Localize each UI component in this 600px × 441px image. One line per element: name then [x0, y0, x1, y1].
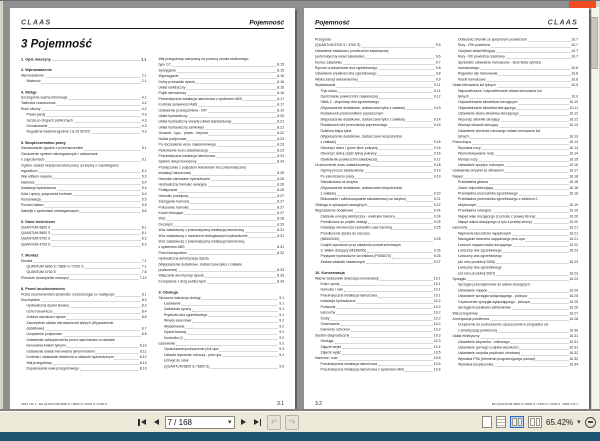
previous-view-button[interactable]	[267, 415, 281, 430]
last-page-button[interactable]	[252, 417, 264, 428]
toc-entry: Ustawienie zabezpieczenia przed najechaniem w układzie	[26, 338, 116, 342]
page-footer	[21, 401, 284, 407]
toc-entry: Ważność 2.1	[26, 79, 147, 84]
document-page-left	[10, 8, 295, 411]
toc-entry: Poziom hałasu 5.5	[21, 203, 147, 208]
toc-entry: Czyszczenie sprzęgła wyłączającego - pickupa 10.25	[458, 300, 578, 304]
toc-entry: QUANTUM 5800 S 6.1	[21, 231, 147, 235]
toc-entry: Zajęcie wyjść 10.5	[320, 350, 441, 355]
toc-entry: Obsługa w sytuacjach awaryjnych 9.22	[315, 203, 441, 207]
toc-entry: Ustawianie napędu 10.24	[458, 288, 578, 293]
toc-entry: Hamulce 5.4	[21, 180, 147, 185]
toc-entry: Kontrolka (!) 9.2	[164, 336, 284, 340]
toc-entry: Uchwyt do rolek	[164, 359, 189, 363]
toc-entry: Rury - filtr powietrza rozebrany 10.7	[458, 55, 578, 59]
toc-entry: Instalacja hydrauliczna 10.2	[320, 299, 441, 304]
toc-entry: Ogólny proces załadunkowy 9.19	[320, 169, 441, 173]
zoom-dropdown-icon[interactable]: ▾	[577, 419, 581, 426]
toc-entry: QUANTUM 5700 S 6.3	[21, 237, 147, 241]
toc-entry: Ustawienie prędkości dna zgrzebłowego 9.8	[315, 72, 441, 76]
footer-page-number: 3.2	[315, 401, 322, 407]
toc-entry: Standardowa oś skrętna	[320, 180, 358, 185]
toc-entry: Ustawianie górnego czujnika wysokości 10.31	[458, 345, 578, 350]
background-window-fragment	[569, 1, 596, 8]
two-page-continuous-layout-button[interactable]	[528, 416, 542, 428]
toc-entry: Podwozie 10.2	[320, 305, 441, 309]
toc-entry: o zagrożeniach 5.1	[21, 158, 147, 162]
toc-entry: Sprzęganie 8.15	[158, 68, 284, 73]
toc-entry: Wtyka żaluzji dwuramiennej 9.9	[315, 77, 441, 82]
toc-entry: Wsunąć siłownik sterujący 10.13	[458, 123, 578, 128]
toc-entry: Śruby 10.2	[320, 316, 441, 321]
toc-entry: Łańcuchy 10.21	[452, 226, 578, 230]
toc-entry: Układ kierowania kół tylnych 10.9	[452, 83, 578, 88]
toc-entry: Pneumatyczna instalacja hamulcowa 10.1	[320, 293, 441, 298]
toc-entry: Hydrauliczny dyszel łamany 8.3	[26, 304, 147, 308]
toc-entry: Instalacja sterownicza hydrauliki Load Sensing 9.25	[320, 226, 441, 230]
toc-entry: Wał przegubowy zamykany za pomocą zamka stożkowego	[158, 57, 249, 61]
toc-entry: Wnęka zaworowa 9.2	[164, 319, 284, 323]
toc-entry: Wysunąć siłownik sterujący 10.12	[458, 117, 578, 122]
toc-entry: Wprowadzenie 2.1	[21, 73, 147, 78]
toc-entry: Ustawienie skoku siłownika sterującego 10.12	[458, 112, 578, 116]
toc-heading: 5. Bezpieczeństwo pracy	[21, 140, 66, 145]
toc-entry: QUANTUM 6800 S / 5800 S / 5700 S 7.1	[26, 265, 147, 269]
next-view-button[interactable]	[285, 415, 299, 430]
toc-entry: Ustawienia skrzynki ze ślimakami 10.17	[452, 169, 578, 173]
toc-entry: Zajęcie wejść 10.4	[320, 345, 441, 349]
toc-heading: 10. Konserwacja	[315, 270, 345, 276]
toc-entry: dodatkowe) 8.7	[26, 327, 147, 331]
toc-entry: Sprzęgło krzyżakowo-zabierakowe 10.26	[458, 306, 578, 310]
toc-entry: z zakładu) 9.20	[320, 191, 441, 196]
toc-entry: Rury - Filtr powietrza 10.7	[458, 43, 578, 48]
page-number-value: 7 / 168	[167, 417, 192, 427]
toc-entry: Montaż noży 10.15	[458, 157, 578, 162]
toc-heading: 9. Obsługa	[158, 290, 178, 295]
toc-entry: Dyszel łamany 9.2	[164, 330, 284, 335]
toc-entry: Przekładnia przenośnika zgrzebłowego 10.18	[458, 191, 578, 196]
toc-entry: (Wyposażenie dodatkowe, dostarczane tylko z zakładu) 9.14	[320, 117, 441, 122]
first-page-button[interactable]	[136, 417, 148, 428]
zoom-out-icon[interactable]	[585, 417, 596, 428]
toc-heading: 6. Dane techniczne	[21, 219, 56, 225]
toc-entry: (Wyposażenie dodatkowe, dostarczane tylko z zakładu	[158, 262, 243, 267]
toc-entry: System diagnostyczny 10.3	[315, 333, 441, 338]
toc-entry: Ładowanie 9.1	[164, 302, 284, 306]
toc-column	[453, 37, 579, 373]
toc-entry: Dolny prowadnik dyszla 8.16	[158, 80, 284, 84]
toc-entry: Podłączanie 8.26	[158, 188, 284, 193]
toc-entry: Włączanie amortyzacji dyszla 8.33	[158, 274, 284, 278]
toc-entry: Ważne wskazówki dotyczące konserwacji 10.1	[315, 276, 441, 281]
toc-entry: Ustawienie załadunku, powierzchni załadowczej	[315, 49, 389, 53]
toc-entry: Układ hydrauliczny 8.20	[158, 114, 284, 119]
toc-entry: Pulpit sterowniczy 8.16	[158, 91, 284, 96]
toc-entry: Odwodnić zbiornik ze sprężonym powietrzem 10.7	[458, 38, 578, 42]
toc-entry: Hamulce i osie 10.1	[320, 288, 441, 292]
toc-entry: Sprzęgło 10.24	[452, 277, 578, 282]
toc-entry: Rozładunek przenośnikiem poprzecznym	[320, 112, 384, 116]
toc-entry: Przedłużenie dyszla do zaczepu	[320, 231, 370, 236]
toc-entry: Pneumatyczna instalacja hamulcowa z systemem ABS 8.17	[158, 97, 284, 101]
toc-entry: instalacji hamulcowej 8.25	[158, 171, 284, 176]
next-page-button[interactable]	[239, 417, 248, 427]
toc-entry: Łańcuchy dna zgrzebłowego 10.23	[458, 249, 578, 253]
toc-entry: Hamulce i osie 10.5	[315, 356, 441, 361]
toc-entry: Ładowanie 9.3	[158, 341, 284, 346]
vertical-scrollbar[interactable]	[592, 7, 599, 410]
claas-logo: CLAAS	[21, 18, 52, 26]
toc-entry: Prawo jazdy 4.3	[26, 113, 147, 117]
toc-entry: Gniazdo - typu - power - beyond 8.22	[158, 131, 284, 136]
first-page-icon	[138, 419, 140, 426]
toc-entry: Przekładnia główna 10.18	[458, 180, 578, 185]
toc-entry: Załadunek ręczny 9.1	[164, 307, 284, 312]
toc-entry: (od roku produkcji 2007) 10.23	[458, 271, 578, 276]
toc-entry: Doczepianie 8.3	[21, 298, 147, 303]
toc-entry: Napinanie łańcuchów napędowych 10.21	[458, 231, 578, 236]
continuous-layout-button[interactable]	[496, 416, 506, 428]
toc-entry: Pierwsze doczepienie maszyny 7.10	[21, 276, 147, 280]
toc-entry: Napęd walca dozującego (z tyłu z prawej strony) 10.20	[458, 220, 578, 224]
toc-entry: (automatyczny układ załadunku) 9.6	[315, 55, 441, 59]
toc-entry: (Wyposażenie dodatkowe, dostarczane tylko z zakładu) 9.13	[320, 106, 441, 110]
toc-entry: Sprawdzić ustawienie hamulcowe - skok tłoka cylindra	[458, 60, 541, 65]
toc-entry: Wóz załadowczy z pneumatyczną instalacją hamulcową 8.31	[158, 228, 284, 233]
toc-entry: Wyładowanie 9.11	[315, 83, 441, 88]
toc-entry: Wyładowanie 9.2	[164, 324, 284, 329]
toc-entry: Dopasowanie wału przegubowego 8.13	[26, 366, 147, 371]
toc-entry: Klocki blokujące 8.27	[158, 211, 284, 215]
toc-heading: 1. Opis maszyny 1.1	[21, 57, 147, 62]
scrollbar-thumb[interactable]	[591, 17, 598, 69]
page-navigation-group	[136, 415, 299, 429]
toc-column	[21, 57, 147, 372]
toc-entry: Wyposażenie dodatkowe 9.24	[315, 209, 441, 213]
toc-entry: Wymontowywanie noży 10.14	[458, 152, 578, 156]
toc-entry: Praca tnąca 10.14	[452, 140, 578, 145]
toc-entry: tylnych 10.13	[458, 134, 578, 139]
toc-entry: Smarowanie 10.2	[320, 322, 441, 326]
toc-entry: Uruchomienie wozu załadunkowego 9.18	[315, 163, 441, 167]
toc-entry: Kontrola sprawności ABS 8.17	[158, 103, 284, 107]
toc-entry: Pneumatyczna instalacja hamulcowa 8.24	[158, 154, 284, 158]
toc-entry: (Wyposażenie dodatkowe, dostarczane bezpośrednio	[320, 186, 403, 190]
toc-entry: Łańcuchy dna zgrzebłowego	[458, 254, 502, 259]
toc-entry: Przedłużacz do pulpitu obsługi 9.25	[320, 220, 441, 224]
toc-entry: Oznaczenie symboli ostrzegawczych i wskazówek	[21, 152, 98, 156]
footer-doc-ref: BA QUANTUM 6800 S / 5800 S / 5700 S / 4700 S - 0294 711.1	[491, 402, 578, 406]
toc-entry: Przed uruchomieniem sprawdzić i przestrzegać co następuje! 8.1	[21, 292, 147, 297]
toc-entry: Hamulec postojowy 8.27	[158, 194, 284, 198]
toc-entry: Hydrauliczna amortyzacja dyszla	[158, 257, 209, 261]
chapter-title: 3 Pojemność	[21, 37, 92, 50]
toc-entry: Wóz załadowczy z pneumatyczną instalacją hamulcową,	[158, 240, 245, 244]
toc-heading: 4. Wstęp	[21, 89, 37, 95]
toc-entry: Amortyzacja powietrzna 10.28	[452, 317, 578, 321]
toc-entry: Napowietrzanie i odpowietrzanie układu kierowania kół	[458, 89, 542, 93]
toc-entry: Przed transportem 8.32	[158, 251, 284, 255]
toc-entry: Przegroda	[315, 38, 331, 42]
toc-entry: wypadkom 5.2	[21, 169, 147, 173]
toc-entry: (do roku produkcji 2006) 10.23	[458, 260, 578, 264]
toc-entry: Koła i opony, połączenia śrubowe 5.4	[21, 192, 147, 196]
header-rule	[315, 28, 578, 29]
toc-entry: Hydrauliczny hamulec awaryjny 8.26	[158, 182, 284, 187]
toc-entry: Zmiana wysokości dyszla 8.6	[26, 315, 147, 320]
toc-entry: Oświetlenie powierzchni załadowczej 9.17	[320, 157, 441, 162]
toc-entry: Opróżnianie powierzchni załadowczej 9.12	[320, 95, 441, 99]
toc-entry: Obsługa 10.3	[320, 339, 441, 344]
page-footer	[315, 401, 578, 407]
next-view-icon: ↷	[288, 417, 296, 427]
toc-entry: Tryb silosu 9.11	[320, 89, 441, 93]
toc-entry: tylnych 10.9	[458, 95, 578, 99]
toc-entry: Nóżka podporowa 8.23	[158, 137, 284, 141]
toc-entry: QUANTUM 6800 S 6.1	[21, 225, 147, 230]
toc-entry: (M816S010) 9.25	[320, 237, 441, 242]
toc-entry: Naciąganie łańcucha napędowego pick-upa 10.21	[458, 237, 578, 242]
toc-entry: Wymiana bezpiecznika 10.34	[458, 363, 578, 367]
toc-entry: Napęd wału dozującego (z przodu z prawej strony) 10.20	[458, 214, 578, 219]
toc-entry: Koła i opony 10.1	[320, 282, 441, 287]
toc-entry: Łańcuch napędu walca dozującego 10.22	[458, 243, 578, 247]
page-number-input[interactable]	[165, 416, 235, 429]
toc-entry: Konserwacja 5.5	[21, 197, 147, 202]
toc-entry: Przyłącze hydrauliczne do traktora (PG56070) 9.26	[320, 254, 441, 259]
toc-entry: (Wyposażenie dodatkowe, dostarczane bezpośrednio	[320, 134, 403, 139]
toc-entry: Ustawienie przełączników - DIP 8.19	[158, 108, 284, 113]
previous-view-icon: ↶	[270, 417, 278, 427]
toc-entry: Zestaw wkładek nasadowych 9.27	[320, 260, 441, 264]
toc-entry: Sprzęgło przeciążeniowe do wałów dozujących -	[458, 283, 532, 287]
toc-entry: Zaczepienie układu kierowania kół tylnych (Wyposażenie	[26, 321, 114, 325]
toc-entry: QUANTUM 4700 S 6.3	[21, 242, 147, 247]
toc-entry: Regulator siły hamowania 10.8	[458, 72, 578, 76]
toc-entry: Układ hydrauliczny otwarty (układ standardowy) 8.21	[158, 120, 284, 124]
toc-entry: (QUANTUM 6800 S / 5800 S) 9.5	[164, 364, 284, 369]
toc-entry: Klocki hamulcowe 10.8	[458, 77, 578, 82]
toc-entry: Oczyścić wkład filtrujący 10.7	[458, 49, 578, 53]
toc-entry: Napęd 10.18	[452, 174, 578, 179]
toc-heading: 2. Wprowadzenie	[21, 67, 52, 73]
toc-entry: Czujnik wysokości przy załadunku powierzchniowym	[320, 243, 401, 247]
toc-entry: Poluzować hamulec 8.27	[158, 205, 284, 210]
toc-entry: Układ elektryczny 8.16	[158, 86, 284, 90]
two-page-layout-button[interactable]	[510, 416, 524, 428]
toc-entry: Tabliczka znamionowa 4.2	[21, 101, 147, 106]
toc-entry: Montaż 7.1	[21, 259, 147, 263]
toc-entry: Instalacja hydrauliczna 5.4	[21, 186, 147, 191]
toc-entry: Naklejki z symbolami ostrzegawczymi 5.6	[21, 209, 147, 213]
toc-entry: Odpowietrzanie siłownika sterującego 10.11	[458, 106, 578, 110]
toc-entry: Rozładunek bez przenośnika poprzecznego 9.15	[320, 123, 441, 128]
toc-entry: Wymiana noży 10.14	[458, 146, 578, 150]
chevron-down-icon[interactable]: ▾	[227, 418, 232, 426]
document-page-right	[304, 8, 589, 411]
toc-entry: hamulcowego 10.8	[458, 66, 578, 71]
toc-entry: Oznakowanie 4.3	[26, 124, 147, 129]
toc-entry: Otworzyć dolną część tylnej pokrywy 9.16	[320, 152, 441, 156]
toc-entry: stopniowym 10.19	[458, 203, 578, 207]
toc-entry: Zasilanie energią elektryczną - elektryka traktora 9.24	[320, 214, 441, 219]
toc-entry: Korzystanie z dróg publicznych 8.34	[158, 279, 284, 284]
toc-entry: Ustawienie włącznika - rolkowego 10.31	[458, 340, 578, 344]
toc-entry: Elementy ochronne 10.2	[320, 328, 441, 332]
toc-entry: Ustawianie sprzęgła wyłączającego - pickupa 10.25	[458, 294, 578, 299]
toc-entry: Pneumatyczna instalacja hamulcowa 10.6	[320, 362, 441, 366]
toc-heading: 8. Przed uruchomieniem	[21, 286, 65, 292]
toc-entry: Jazda po drogach publicznych 4.3	[26, 118, 147, 123]
toc-entry: Opuszczanie/podnoszenie pick-upa 9.3	[164, 347, 284, 352]
toc-entry: Przekładnia rotacyjna 10.19	[458, 209, 578, 213]
toc-entry: Doczepić 8.29	[158, 222, 284, 227]
toc-entry: Ustawienie ciśnienia roboczego układu kierowania kół	[458, 129, 541, 133]
toc-entry: Skrócona instrukcja obsługi 9.1	[158, 296, 284, 300]
toc-entry: Ogólne zasady bezpieczeństwa pracy i przepisy o zapobieganiu	[21, 163, 119, 168]
toc-entry: Zawór odpowietrzający 10.18	[458, 186, 578, 190]
toc-entry: Przekładnia przenośnika zgrzebłowego z silnikiem 2 -	[458, 197, 540, 202]
toc-entry: Prędkość dna zgrzebłowego 9.1	[164, 313, 284, 317]
page-header	[315, 15, 578, 26]
toc-entry: kierowania kołami tylnymi 8.10	[26, 344, 147, 348]
viewer-toolbar	[0, 411, 600, 432]
toc-entry: Wał przegubowy 8.13	[26, 361, 147, 365]
toc-entry: Odpowietrzanie siłowników kierujących 10.10	[458, 100, 578, 105]
toc-entry: Zastosowanie zgodne z przeznaczeniem 5.1	[21, 146, 147, 151]
toc-entry: (QUANTUM 5700 S / 4700 S) 9.5	[315, 43, 441, 48]
toc-entry: Ręczne uruchamianie dna zgrzebłowego 9.8	[315, 66, 441, 71]
toc-column	[159, 57, 285, 372]
toc-entry: Ucho holownicze 8.4	[26, 309, 147, 314]
toc-entry: z systemem ABS 8.31	[158, 245, 284, 250]
toc-entry: z zakładu) 9.16	[320, 140, 441, 145]
toc-entry: QUANTUM 4700 S 7.8	[26, 270, 147, 275]
toc-entry: producenta) 8.33	[158, 268, 284, 273]
view-controls-group	[482, 415, 600, 429]
toc-entry: Łańcuchy dna zgrzebłowego	[458, 266, 502, 270]
toc-entry: Po doczepieniu wozu załadunkowego 8.23	[158, 143, 284, 147]
toc-entry: Blokowanie i odblokowywanie standardowej osi skrętnej 9.21	[320, 197, 441, 202]
toc-entry: Kontrola i ustawianie dławienia w układzie hydraulicznym 8.12	[26, 355, 147, 360]
toc-column	[315, 37, 441, 373]
toc-entry: Hamulce sterowane hydraulicznie 8.26	[158, 177, 284, 181]
toc-entry: 3. Wałek dozujący (M336055) 9.26	[320, 249, 441, 253]
header-chapter-label: Pojemność	[315, 18, 350, 26]
page-header	[21, 15, 284, 26]
toc-heading: 7. Montaż	[21, 253, 39, 258]
zoom-level-value: 65.42%	[546, 417, 574, 427]
next-page-icon	[241, 419, 246, 425]
header-chapter-label: Pojemność	[249, 18, 284, 26]
toc-entry: Dzielona klapa tylna	[320, 129, 352, 133]
claas-logo: CLAAS	[547, 18, 578, 26]
toc-entry: Urządzenie do podnoszenia i opuszczania w przypadku osi	[458, 323, 549, 327]
window-left-border	[0, 1, 3, 441]
single-page-layout-button[interactable]	[482, 416, 492, 428]
toc-entry: Urządzenie podporowe 8.8	[26, 332, 147, 337]
toc-entry: Łańcuchy 10.2	[320, 311, 441, 315]
toc-entry: Koniec załadunku 9.7	[315, 60, 441, 65]
toc-entry: Szczególnie ważne informacje 4.1	[21, 96, 147, 100]
toc-entry: Wóz 8.28	[158, 217, 284, 221]
toc-entry: typu CC 8.15	[158, 63, 284, 67]
toc-entry: Ustawianie czujnika prędkości obrotowej 10.32	[458, 351, 578, 356]
toc-entry: Wyprzęganie 8.16	[158, 74, 284, 79]
toc-entry: Po zakończeniu pracy 9.19	[320, 174, 441, 179]
toc-entry: Wóz załadowczy z hamulcem obsługiwanym hydraulicznie 8.31	[158, 234, 284, 238]
toc-entry: Regularne badania zgodnie z § 29 StVZO 4.3	[26, 130, 147, 134]
toc-entry: Przełączanie z pojazdem holowanym bez pneumatycznej	[158, 165, 246, 170]
toc-entry: Silnik 2 - stopniowy dna zgrzebłowego	[320, 100, 379, 105]
toc-entry: Układ hydrauliczny zamknięty 8.21	[158, 125, 284, 130]
last-page-icon	[254, 419, 259, 425]
toc-entry: Układ elektryczny 10.31	[452, 334, 578, 339]
toc-entry: z amortyzacją powietrzną 10.30	[458, 328, 578, 333]
toc-entry: Ustawienie układu kierowania tylnymi kołami 8.11	[26, 349, 147, 354]
footer-doc-ref: 0294 711.1 - BA QUANTUM 6800 S / 5800 S / 5700 S / 4700 S	[21, 402, 108, 406]
toc-entry: Zaciąganie hamulca 8.27	[158, 200, 284, 204]
previous-page-icon	[154, 419, 159, 425]
toc-entry: Ruch uliczny 4.2	[21, 107, 147, 111]
toc-entry: Wał przegubowy 10.27	[452, 311, 578, 316]
toc-entry: Wał odbioru napędu 5.3	[21, 175, 147, 179]
previous-page-button[interactable]	[152, 417, 161, 427]
toc-entry: System dwuprzewodowy 8.24	[158, 160, 284, 164]
taskbar-edge	[0, 432, 600, 441]
toc-entry: Pneumatyczna instalacja hamulcowa z systemem ABS 10.6	[320, 368, 441, 372]
footer-page-number: 3.1	[277, 401, 284, 407]
header-rule	[21, 28, 284, 29]
toc-entry: Wymiana PSU [elementu programującego pamięć] 10.32	[458, 357, 578, 361]
toc-entry: Ustawić wysokość roboczą - pick-upa 9.4	[164, 353, 284, 357]
toc-entry: Ustawianie sprężyn nożowych 10.16	[458, 163, 578, 167]
toc-entry: Otworzyć dolne i górne tylne pokrywy 9.16	[320, 146, 441, 150]
toc-entry: Parkowanie wozu załadowczego 8.23	[158, 148, 284, 153]
